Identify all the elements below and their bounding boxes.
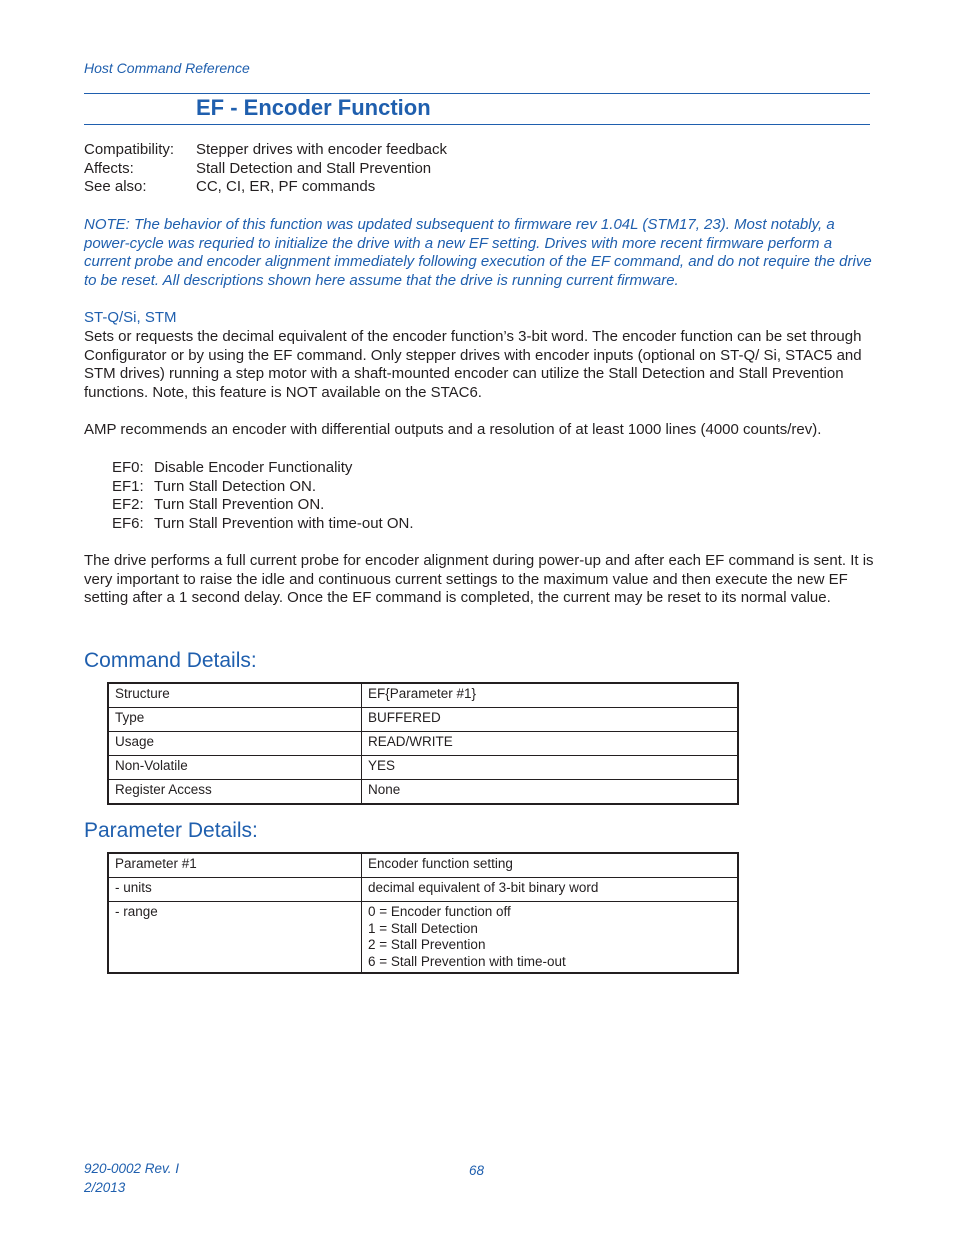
table-cell-value: Encoder function setting <box>362 853 739 878</box>
footer-doc-number: 920-0002 Rev. I <box>84 1161 180 1176</box>
table-row <box>108 708 738 732</box>
firmware-note: NOTE: The behavior of this function was updated subsequent to firmware rev 1.04L (STM17, 23). Most notably, a power-cycle was requried to initialize the drive with a new EF setting. Drives with more recent firmware perform a current probe and encoder alignment immediately following execution of the EF command, and do not require the drive to be reset. All descriptions shown here assume that the drive is running current firmware. <box>84 216 872 290</box>
mode-code: EF1: <box>112 477 144 495</box>
table-row <box>108 878 738 902</box>
meta-value: Stall Detection and Stall Prevention <box>196 159 432 177</box>
table-cell-value: READ/WRITE <box>362 732 739 756</box>
table-cell-key: - range <box>108 902 362 974</box>
list-item <box>112 459 414 478</box>
table-cell-key: Non-Volatile <box>108 756 362 780</box>
footer-date: 2/2013 <box>84 1180 126 1195</box>
encoder-recommendation-paragraph: AMP recommends an encoder with differential outputs and a resolution of at least 1000 lines (4000 counts/rev). <box>84 421 822 438</box>
table-row <box>108 683 738 708</box>
meta-key: Compatibility: <box>84 141 175 158</box>
meta-value: Stepper drives with encoder feedback <box>196 141 447 158</box>
mode-desc: Disable Encoder Functionality <box>154 459 353 476</box>
range-line: 6 = Stall Prevention with time-out <box>368 953 566 969</box>
meta-key: See also: <box>84 178 147 196</box>
table-cell-key: Parameter #1 <box>108 853 362 878</box>
table-cell-key: Register Access <box>108 780 362 805</box>
parameter-details-table <box>107 852 739 974</box>
footer-doc-info <box>84 1159 179 1197</box>
range-line: 1 = Stall Detection <box>368 920 478 936</box>
parameter-details-heading: Parameter Details: <box>84 819 258 842</box>
page-number: 68 <box>469 1163 485 1178</box>
table-cell-key: Usage <box>108 732 362 756</box>
list-item <box>112 496 414 515</box>
mode-desc: Turn Stall Prevention with time-out ON. <box>154 515 414 533</box>
table-cell-value: None <box>362 780 739 805</box>
table-cell-value: decimal equivalent of 3-bit binary word <box>362 878 739 902</box>
meta-row-see-also <box>84 178 447 197</box>
table-cell-value: EF{Parameter #1} <box>362 683 739 708</box>
meta-row-compatibility <box>84 141 447 160</box>
description-paragraph: Sets or requests the decimal equivalent of the encoder function’s 3-bit word. The encoder function can be set through Configurator or by using the EF command. Only stepper drives with encoder inputs (optional on ST-Q/ Si, STAC5 and STM drives) running a step motor with a shaft-mounted encoder can utilize the Stall Detection and Stall Prevention functions. Note, this feature is NOT available on the STAC6. <box>84 328 862 402</box>
title-rule-bottom <box>84 124 870 125</box>
table-cell-value: BUFFERED <box>362 708 739 732</box>
running-header: Host Command Reference <box>84 60 250 76</box>
list-item <box>112 478 414 497</box>
range-line: 0 = Encoder function off <box>368 904 511 919</box>
table-cell-key: Type <box>108 708 362 732</box>
table-row <box>108 853 738 878</box>
current-probe-paragraph: The drive performs a full current probe for encoder alignment during power-up and after each EF command is sent. It is very important to raise the idle and continuous current settings to the maximum value and then execute the new EF setting after a 1 second delay. Once the EF command is completed, the current may be reset to its normal value. <box>84 552 874 607</box>
table-row <box>108 756 738 780</box>
mode-code: EF2: <box>112 496 144 514</box>
table-row <box>108 902 738 974</box>
mode-code: EF0: <box>112 459 144 476</box>
page-title: EF - Encoder Function <box>196 95 431 120</box>
meta-key: Affects: <box>84 159 134 177</box>
table-cell-key: Structure <box>108 683 362 708</box>
table-cell-value <box>362 902 739 974</box>
range-line: 2 = Stall Prevention <box>368 937 486 952</box>
mode-desc: Turn Stall Prevention ON. <box>154 496 325 514</box>
meta-block <box>84 141 447 197</box>
table-cell-value: YES <box>362 756 739 780</box>
command-details-heading: Command Details: <box>84 649 257 672</box>
table-row <box>108 732 738 756</box>
mode-list <box>112 459 414 534</box>
drive-subheading: ST-Q/Si, STM <box>84 309 177 326</box>
meta-value: CC, CI, ER, PF commands <box>196 178 376 196</box>
table-cell-key: - units <box>108 878 362 902</box>
meta-row-affects <box>84 160 447 179</box>
mode-code: EF6: <box>112 515 144 533</box>
command-details-table <box>107 682 739 805</box>
list-item <box>112 515 414 534</box>
mode-desc: Turn Stall Detection ON. <box>154 477 317 495</box>
table-row <box>108 780 738 805</box>
